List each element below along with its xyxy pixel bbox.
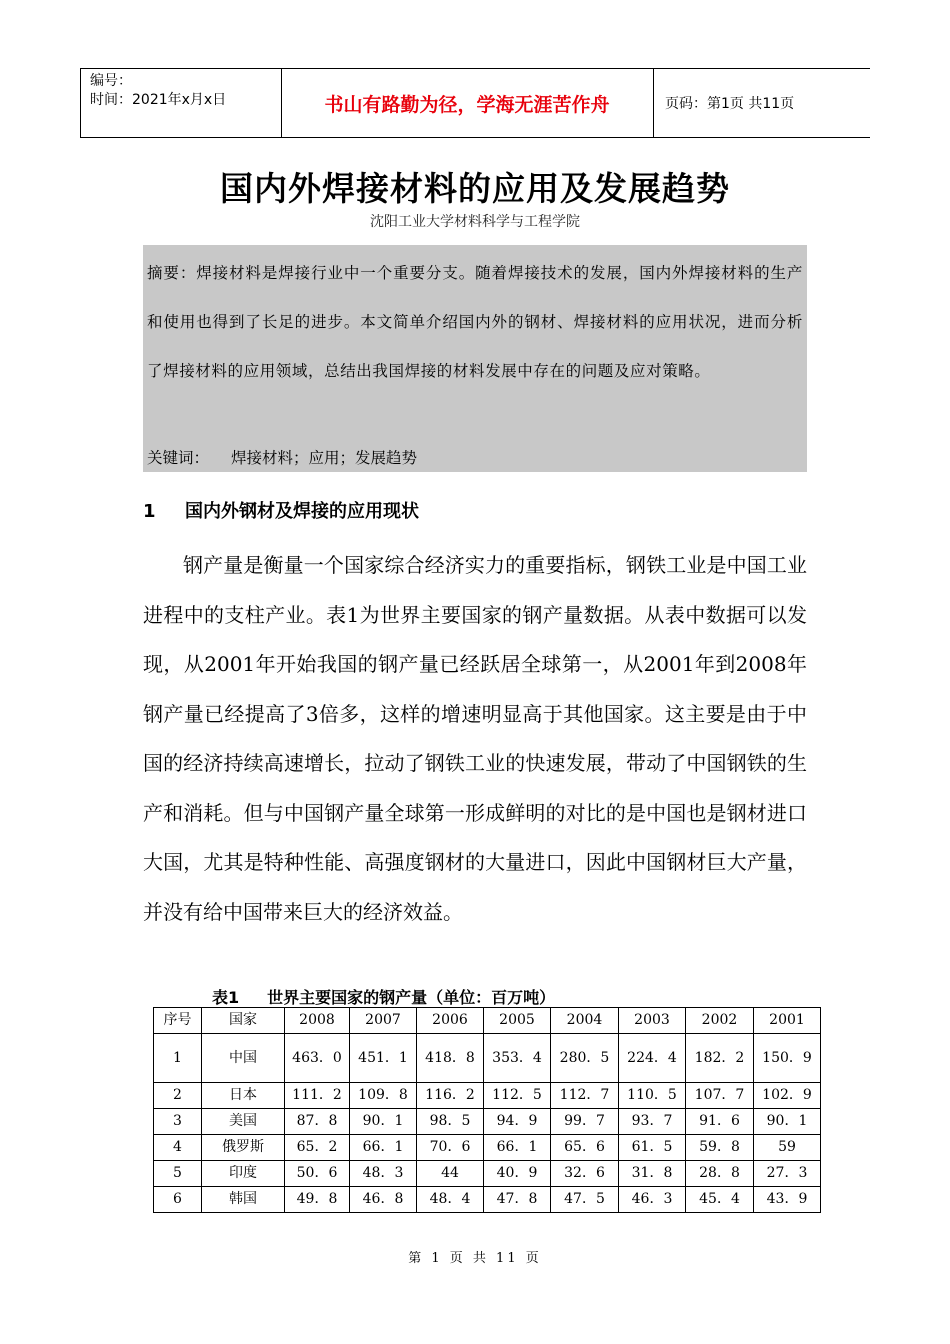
table-cell: 112．5 — [484, 1083, 551, 1109]
body-paragraph: 钢产量是衡量一个国家综合经济实力的重要指标，钢铁工业是中国工业进程中的支柱产业。表1为世界主要国家的钢产量数据。从表中数据可以发现，从2001年开始我国的钢产量已经跃居全球第一，从2001年到2008年钢产量已经提高了3倍多，这样的增速明显高于其他国家。这主要是由于中国的经济持续高速增长，拉动了钢铁工业的快速发展，带动了中国钢铁的生产和消耗。但与中国钢产量全球第一形成鲜明的对比的是中国也是钢材进口大国，尤其是特种性能、高强度钢材的大量进口，因此中国钢材巨大产量，并没有给中国带来巨大的经济效益。 — [143, 553, 807, 924]
abstract-text: 摘要：焊接材料是焊接行业中一个重要分支。随着焊接技术的发展，国内外焊接材料的生产和使用也得到了长足的进步。本文简单介绍国内外的钢材、焊接材料的应用状况，进而分析了焊接材料的应用领域，总结出我国焊接的材料发展中存在的问题及应对策略。 — [147, 264, 803, 380]
table-cell: 46．8 — [350, 1187, 417, 1213]
steel-production-table — [153, 1007, 821, 1213]
table-cell: 65．6 — [551, 1135, 619, 1161]
table-cell: 32．6 — [551, 1161, 619, 1187]
time-label: 时间：2021年x月x日 — [90, 92, 227, 108]
keywords — [147, 446, 417, 470]
table-cell: 印度 — [202, 1161, 285, 1187]
table-cell: 50．6 — [285, 1161, 350, 1187]
table-header-cell: 2003 — [619, 1008, 686, 1034]
table-cell: 353．4 — [484, 1034, 551, 1083]
table-cell: 182．2 — [686, 1034, 754, 1083]
table-cell: 116．2 — [417, 1083, 484, 1109]
table-cell: 43．9 — [754, 1187, 821, 1213]
section-title: 国内外钢材及焊接的应用现状 — [185, 501, 419, 522]
table-cell: 31．8 — [619, 1161, 686, 1187]
table-cell: 91．6 — [686, 1109, 754, 1135]
table-cell: 45．4 — [686, 1187, 754, 1213]
document-title: 国内外焊接材料的应用及发展趋势 — [220, 169, 730, 208]
table-row — [154, 1034, 821, 1083]
table-cell: 463．0 — [285, 1034, 350, 1083]
header-motto: 书山有路勤为径，学海无涯苦作舟 — [281, 69, 654, 137]
table-cell: 49．8 — [285, 1187, 350, 1213]
table-header-cell: 2005 — [484, 1008, 551, 1034]
table-cell: 6 — [154, 1187, 202, 1213]
table-caption-text: 世界主要国家的钢产量（单位：百万吨） — [267, 988, 556, 1007]
table-cell: 102．9 — [754, 1083, 821, 1109]
table-cell: 5 — [154, 1161, 202, 1187]
table-row — [154, 1135, 821, 1161]
table-cell: 451．1 — [350, 1034, 417, 1083]
table-cell: 61．5 — [619, 1135, 686, 1161]
affiliation: 沈阳工业大学材料科学与工程学院 — [370, 214, 580, 230]
section-heading — [143, 497, 419, 523]
table-cell: 65．2 — [285, 1135, 350, 1161]
table-header-cell: 2006 — [417, 1008, 484, 1034]
table-cell: 66．1 — [484, 1135, 551, 1161]
table-row — [154, 1083, 821, 1109]
keywords-value: 焊接材料；应用；发展趋势 — [231, 449, 418, 467]
table-header-cell: 2007 — [350, 1008, 417, 1034]
table-cell: 418．8 — [417, 1034, 484, 1083]
table-cell: 4 — [154, 1135, 202, 1161]
table-cell: 3 — [154, 1109, 202, 1135]
table-header-cell: 国家 — [202, 1008, 285, 1034]
table-cell: 27．3 — [754, 1161, 821, 1187]
table-cell: 46．3 — [619, 1187, 686, 1213]
table-cell: 107．7 — [686, 1083, 754, 1109]
table-cell: 112．7 — [551, 1083, 619, 1109]
table-header-cell: 2004 — [551, 1008, 619, 1034]
table-cell: 美国 — [202, 1109, 285, 1135]
table-cell: 90．1 — [754, 1109, 821, 1135]
section-number: 1 — [143, 501, 156, 522]
table-header-cell: 2001 — [754, 1008, 821, 1034]
table-cell: 150．9 — [754, 1034, 821, 1083]
table-cell: 94．9 — [484, 1109, 551, 1135]
page-footer: 第 1 页 共 11 页 — [408, 1251, 542, 1266]
table-cell: 40．9 — [484, 1161, 551, 1187]
header-page-info: 页码：第1页 共11页 — [665, 96, 795, 112]
table-row — [154, 1187, 821, 1213]
table-cell: 98．5 — [417, 1109, 484, 1135]
table-cell: 59 — [754, 1135, 821, 1161]
table-header-cell: 2002 — [686, 1008, 754, 1034]
table-caption — [212, 985, 555, 1008]
table-cell: 韩国 — [202, 1187, 285, 1213]
keywords-label: 关键词： — [147, 449, 210, 467]
table-cell: 93．7 — [619, 1109, 686, 1135]
table-cell: 90．1 — [350, 1109, 417, 1135]
table-cell: 224．4 — [619, 1034, 686, 1083]
table-cell: 2 — [154, 1083, 202, 1109]
table-cell: 70．6 — [417, 1135, 484, 1161]
abstract-box — [143, 245, 807, 472]
page-header — [80, 68, 870, 138]
table-cell: 66．1 — [350, 1135, 417, 1161]
table-header-cell: 序号 — [154, 1008, 202, 1034]
table-cell: 俄罗斯 — [202, 1135, 285, 1161]
table-cell: 280．5 — [551, 1034, 619, 1083]
table-cell: 1 — [154, 1034, 202, 1083]
table-row — [154, 1109, 821, 1135]
table-cell: 47．5 — [551, 1187, 619, 1213]
table-cell: 48．3 — [350, 1161, 417, 1187]
table-header-cell: 2008 — [285, 1008, 350, 1034]
table-cell: 59．8 — [686, 1135, 754, 1161]
table-cell: 110．5 — [619, 1083, 686, 1109]
number-label: 编号： — [90, 73, 132, 89]
table-row — [154, 1161, 821, 1187]
table-cell: 48．4 — [417, 1187, 484, 1213]
table-cell: 28．8 — [686, 1161, 754, 1187]
table-cell: 中国 — [202, 1034, 285, 1083]
header-meta — [80, 69, 282, 137]
table-cell: 87．8 — [285, 1109, 350, 1135]
table-cell: 44 — [417, 1161, 484, 1187]
table-header-row — [154, 1008, 821, 1034]
table-caption-label: 表1 — [212, 988, 240, 1007]
table-cell: 99．7 — [551, 1109, 619, 1135]
table-cell: 109．8 — [350, 1083, 417, 1109]
table-cell: 日本 — [202, 1083, 285, 1109]
table-cell: 111．2 — [285, 1083, 350, 1109]
table-cell: 47．8 — [484, 1187, 551, 1213]
